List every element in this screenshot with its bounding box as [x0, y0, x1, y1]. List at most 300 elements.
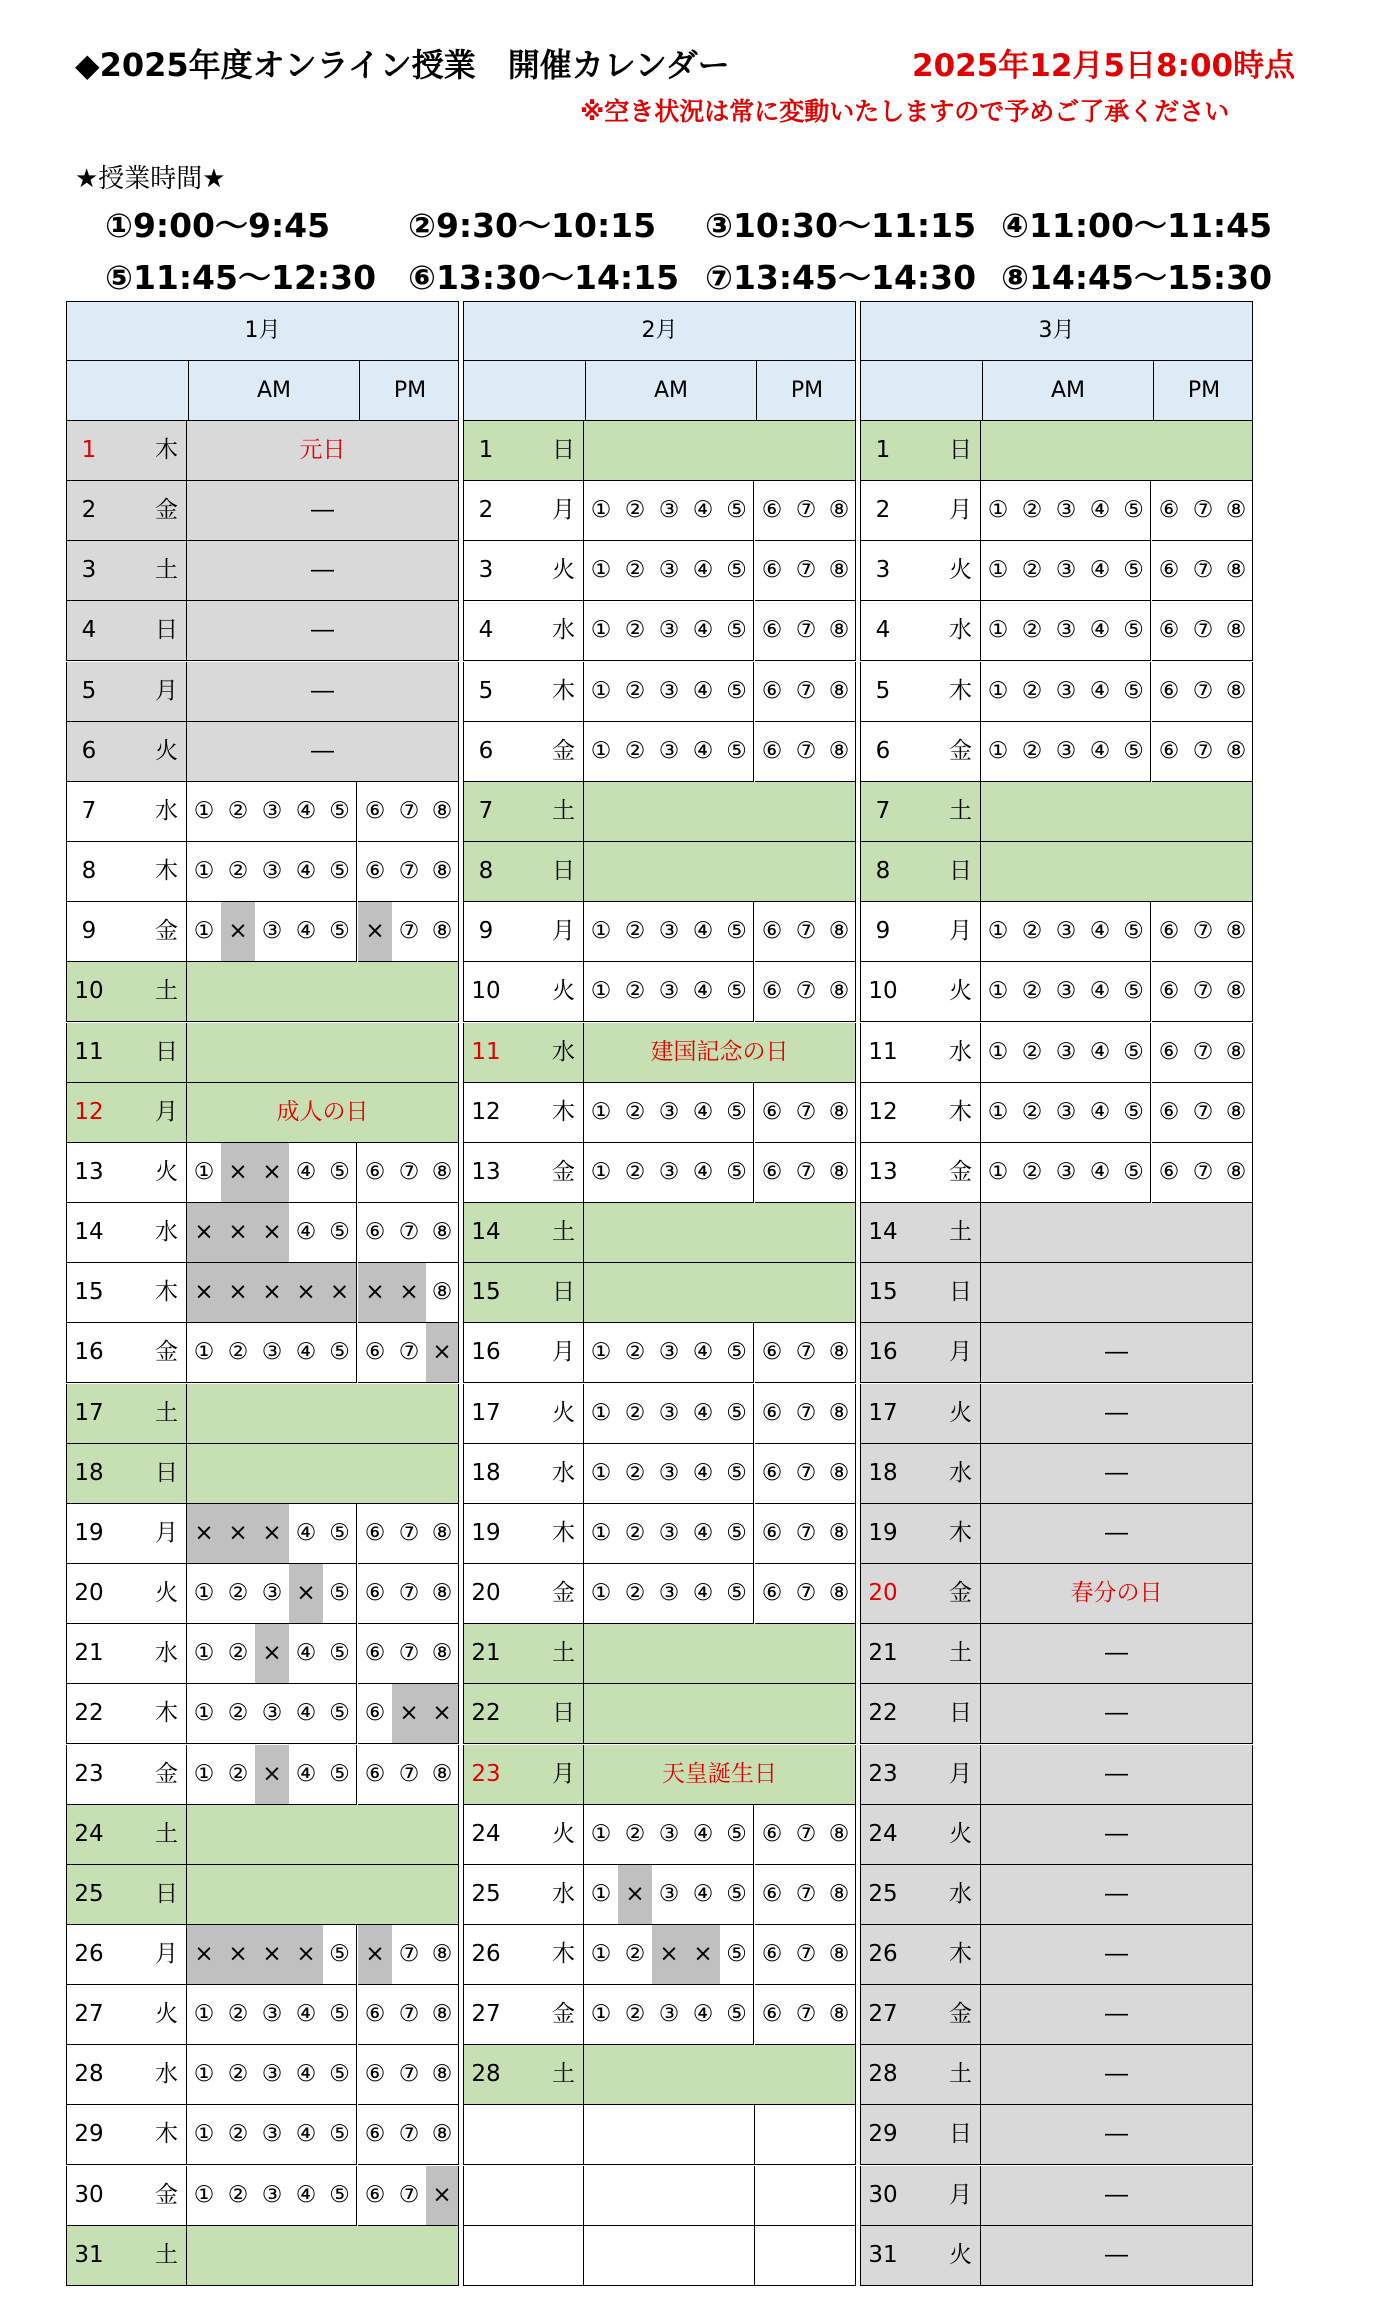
slot-available: ④: [289, 902, 323, 962]
day-of-week: 日: [905, 2105, 981, 2165]
day-number: 22: [860, 1684, 905, 1744]
day-row: [463, 1564, 856, 1624]
slot-available: ①: [981, 962, 1015, 1022]
empty-pm: [755, 2226, 856, 2286]
slot-available: ⑦: [1186, 722, 1220, 782]
slot-available: ⑧: [426, 1203, 459, 1263]
as-of-timestamp: 2025年12月5日8:00時点: [912, 48, 1296, 84]
slot-available: ④: [289, 782, 323, 842]
slot-available: ⑤: [720, 1985, 754, 2045]
slot-full: ×: [255, 1745, 289, 1805]
slot-available: ⑤: [1117, 1023, 1151, 1083]
slot-available: ⑥: [755, 1865, 789, 1925]
day-number: 31: [66, 2226, 111, 2286]
slot-available: ⑦: [392, 1203, 426, 1263]
slot-available: ①: [981, 1143, 1015, 1203]
slot-available: ⑥: [1152, 722, 1186, 782]
day-row: [66, 782, 459, 842]
slot-available: ②: [1015, 1083, 1049, 1143]
day-of-week: 月: [111, 1083, 187, 1143]
day-number: 15: [463, 1263, 508, 1323]
day-span: [981, 782, 1253, 842]
slot-available: ③: [652, 1564, 686, 1624]
slot-available: ⑥: [1152, 601, 1186, 661]
slot-available: ②: [618, 1384, 652, 1444]
day-label: 天皇誕生日: [584, 1745, 856, 1805]
day-number: 10: [66, 962, 111, 1022]
day-span: [187, 1023, 459, 1083]
day-number: 26: [860, 1925, 905, 1985]
day-row: [66, 1444, 459, 1504]
day-of-week: [508, 2226, 584, 2286]
slot-available: ⑤: [323, 2105, 357, 2165]
day-of-week: 水: [111, 1624, 187, 1684]
slot-available: ④: [289, 2166, 323, 2226]
day-of-week: 木: [111, 1263, 187, 1323]
day-number: 17: [66, 1384, 111, 1444]
day-span: [981, 842, 1253, 902]
slot-available: ⑥: [755, 1444, 789, 1504]
day-row: [66, 1985, 459, 2045]
day-of-week: 月: [111, 662, 187, 722]
day-of-week: 日: [111, 1444, 187, 1504]
slot-available: ⑤: [323, 2166, 357, 2226]
slot-available: ④: [289, 1985, 323, 2045]
slot-available: ④: [1083, 722, 1117, 782]
day-of-week: 水: [508, 601, 584, 661]
day-row: [860, 1564, 1253, 1624]
day-row: [463, 481, 856, 541]
day-number: 17: [860, 1384, 905, 1444]
slot-available: ②: [618, 541, 652, 601]
day-row: [860, 481, 1253, 541]
slot-available: ②: [221, 2045, 255, 2105]
day-of-week: 土: [111, 2226, 187, 2286]
slot-available: ④: [686, 1444, 720, 1504]
slot-available: ①: [981, 541, 1015, 601]
slot-available: ②: [221, 842, 255, 902]
day-of-week: 火: [905, 541, 981, 601]
day-label: ―: [981, 1865, 1253, 1925]
slot-available: ⑦: [789, 662, 823, 722]
slot-available: ⑦: [789, 1444, 823, 1504]
slot-available: ⑥: [1152, 662, 1186, 722]
slot-available: ⑦: [392, 1745, 426, 1805]
slot-full: ×: [358, 1925, 392, 1985]
slot-available: ⑤: [1117, 902, 1151, 962]
day-number: 9: [860, 902, 905, 962]
slot-full: ×: [618, 1865, 652, 1925]
slot-available: ③: [652, 962, 686, 1022]
slot-available: ⑥: [358, 2045, 392, 2105]
day-of-week: 金: [905, 1143, 981, 1203]
slot-available: ②: [221, 782, 255, 842]
slot-full: ×: [426, 1684, 459, 1744]
slot-available: ②: [1015, 1143, 1049, 1203]
slot-available: ①: [584, 481, 618, 541]
slot-available: ③: [652, 481, 686, 541]
slot-available: ⑥: [358, 1203, 392, 1263]
slot-available: ②: [221, 2105, 255, 2165]
slot-available: ⑦: [789, 902, 823, 962]
day-row: [66, 2045, 459, 2105]
slot-available: ①: [187, 1985, 221, 2045]
day-number: 23: [463, 1745, 508, 1805]
day-number: 1: [860, 421, 905, 481]
empty-am: [584, 2226, 755, 2286]
slot-available: ⑦: [789, 1143, 823, 1203]
slot-available: ⑤: [323, 1985, 357, 2045]
day-row: [463, 1865, 856, 1925]
day-number: 20: [66, 1564, 111, 1624]
day-row: [66, 1023, 459, 1083]
slot-available: ⑦: [392, 2166, 426, 2226]
slot-available: ⑧: [426, 1504, 459, 1564]
slot-available: ①: [981, 481, 1015, 541]
day-span: [187, 1865, 459, 1925]
day-row: [66, 421, 459, 481]
slot-available: ⑥: [755, 662, 789, 722]
slot-available: ③: [255, 842, 289, 902]
day-row: [463, 1083, 856, 1143]
day-label: ―: [981, 1684, 1253, 1744]
slot-available: ①: [584, 1925, 618, 1985]
slot-available: ⑥: [1152, 1023, 1186, 1083]
slot-available: ⑥: [755, 1384, 789, 1444]
slot-available: ①: [981, 662, 1015, 722]
slot-available: ②: [618, 481, 652, 541]
day-row: [463, 722, 856, 782]
slot-available: ⑦: [1186, 481, 1220, 541]
class-time-7: ⑦13:45～14:30: [705, 258, 977, 297]
day-of-week: 水: [111, 782, 187, 842]
slot-available: ④: [289, 1323, 323, 1383]
slot-available: ③: [652, 662, 686, 722]
slot-available: ⑧: [426, 1263, 459, 1323]
day-of-week: 木: [111, 1684, 187, 1744]
slot-available: ①: [584, 1323, 618, 1383]
class-time-8: ⑧14:45～15:30: [1001, 258, 1273, 297]
slot-available: ①: [187, 2105, 221, 2165]
am-header: AM: [188, 361, 359, 420]
slot-available: ⑤: [720, 1323, 754, 1383]
slot-full: ×: [221, 902, 255, 962]
day-row: [463, 1203, 856, 1263]
calendar-table: [66, 301, 1253, 2297]
day-number: 13: [463, 1143, 508, 1203]
slot-available: ③: [652, 1504, 686, 1564]
day-of-week: 土: [905, 1624, 981, 1684]
slot-available: ⑤: [323, 1203, 357, 1263]
class-time-1: ①9:00～9:45: [105, 206, 331, 245]
slot-available: ⑦: [1186, 601, 1220, 661]
availability-note: ※空き状況は常に変動いたしますので予めご了承ください: [580, 97, 1230, 126]
day-row: [860, 1083, 1253, 1143]
day-number: 6: [463, 722, 508, 782]
day-number: 10: [463, 962, 508, 1022]
day-row: [66, 1624, 459, 1684]
day-of-week: 土: [111, 962, 187, 1022]
pm-header: PM: [359, 361, 460, 420]
slot-available: ④: [289, 842, 323, 902]
day-row: [860, 842, 1253, 902]
slot-available: ⑤: [720, 541, 754, 601]
day-of-week: [508, 2166, 584, 2226]
day-of-week: 土: [508, 782, 584, 842]
day-number: 8: [463, 842, 508, 902]
slot-available: ⑧: [823, 1323, 856, 1383]
day-row: [860, 1263, 1253, 1323]
day-number: 4: [66, 601, 111, 661]
day-of-week: 金: [111, 902, 187, 962]
slot-available: ③: [1049, 962, 1083, 1022]
slot-available: ⑧: [823, 1925, 856, 1985]
slot-available: ④: [289, 1684, 323, 1744]
slot-available: ⑦: [789, 1323, 823, 1383]
slot-full: ×: [392, 1684, 426, 1744]
day-number: 5: [860, 662, 905, 722]
day-row: [66, 1143, 459, 1203]
slot-full: ×: [187, 1925, 221, 1985]
day-number: 4: [860, 601, 905, 661]
slot-available: ②: [618, 902, 652, 962]
day-of-week: 火: [905, 962, 981, 1022]
day-row: [463, 1143, 856, 1203]
slot-available: ④: [686, 1384, 720, 1444]
day-number: 18: [463, 1444, 508, 1504]
day-number: 21: [860, 1624, 905, 1684]
day-span: [584, 1624, 856, 1684]
slot-available: ②: [1015, 662, 1049, 722]
day-of-week: 木: [905, 1925, 981, 1985]
slot-available: ⑥: [358, 1143, 392, 1203]
slot-available: ⑥: [358, 1624, 392, 1684]
day-row: [463, 601, 856, 661]
day-number: 27: [463, 1985, 508, 2045]
day-span: [981, 1263, 1253, 1323]
slot-available: ③: [255, 902, 289, 962]
slot-available: ④: [1083, 662, 1117, 722]
slot-available: ⑦: [1186, 1023, 1220, 1083]
day-number: [463, 2105, 508, 2165]
day-row: [463, 1023, 856, 1083]
slot-full: ×: [358, 902, 392, 962]
slot-available: ⑧: [1220, 1023, 1253, 1083]
slot-full: ×: [392, 1263, 426, 1323]
day-of-week: 木: [508, 662, 584, 722]
day-number: 13: [66, 1143, 111, 1203]
slot-available: ③: [1049, 481, 1083, 541]
day-number: 22: [463, 1684, 508, 1744]
day-label: ―: [981, 1745, 1253, 1805]
day-label: ―: [187, 481, 459, 541]
slot-available: ⑧: [1220, 601, 1253, 661]
day-row: [860, 962, 1253, 1022]
slot-available: ⑧: [426, 1745, 459, 1805]
day-of-week: 木: [905, 1504, 981, 1564]
slot-available: ⑧: [823, 1444, 856, 1504]
slot-available: ⑧: [823, 722, 856, 782]
slot-available: ⑧: [823, 1083, 856, 1143]
slot-available: ④: [289, 1624, 323, 1684]
slot-available: ⑤: [1117, 481, 1151, 541]
slot-full: ×: [255, 1203, 289, 1263]
slot-available: ⑥: [1152, 962, 1186, 1022]
slot-available: ⑤: [720, 1083, 754, 1143]
slot-available: ③: [1049, 1023, 1083, 1083]
slot-full: ×: [289, 1263, 323, 1323]
slot-available: ①: [187, 2045, 221, 2105]
day-label: ―: [981, 1925, 1253, 1985]
day-of-week: 火: [508, 1805, 584, 1865]
am-pm-header: [463, 361, 856, 421]
slot-available: ⑦: [392, 842, 426, 902]
slot-available: ⑤: [720, 902, 754, 962]
slot-available: ⑥: [358, 1564, 392, 1624]
slot-available: ⑥: [358, 1323, 392, 1383]
day-number: 11: [66, 1023, 111, 1083]
day-row: [66, 481, 459, 541]
day-row: [463, 2045, 856, 2105]
day-row: [860, 541, 1253, 601]
day-of-week: 月: [508, 481, 584, 541]
slot-available: ⑤: [323, 1564, 357, 1624]
slot-available: ③: [652, 1444, 686, 1504]
slot-available: ④: [686, 1985, 720, 2045]
slot-available: ③: [1049, 1083, 1083, 1143]
day-of-week: 月: [508, 902, 584, 962]
slot-available: ①: [584, 902, 618, 962]
slot-available: ⑧: [823, 1564, 856, 1624]
day-number: 17: [463, 1384, 508, 1444]
slot-available: ④: [1083, 902, 1117, 962]
slot-available: ⑥: [755, 1805, 789, 1865]
day-of-week: 日: [905, 1263, 981, 1323]
day-number: 8: [66, 842, 111, 902]
slot-available: ⑦: [392, 1143, 426, 1203]
day-row: [66, 1263, 459, 1323]
day-of-week: 水: [905, 1865, 981, 1925]
day-row: [66, 662, 459, 722]
slot-available: ⑥: [755, 722, 789, 782]
slot-available: ⑤: [1117, 1083, 1151, 1143]
slot-available: ②: [618, 962, 652, 1022]
slot-available: ④: [289, 1143, 323, 1203]
slot-available: ③: [1049, 601, 1083, 661]
slot-available: ③: [1049, 1143, 1083, 1203]
slot-available: ⑦: [392, 1925, 426, 1985]
slot-available: ①: [187, 1143, 221, 1203]
slot-available: ④: [686, 1143, 720, 1203]
slot-available: ⑤: [1117, 662, 1151, 722]
slot-available: ⑦: [789, 1504, 823, 1564]
day-number: 6: [66, 722, 111, 782]
day-of-week: 水: [905, 601, 981, 661]
slot-available: ⑤: [1117, 722, 1151, 782]
slot-available: ⑥: [755, 902, 789, 962]
slot-available: ⑧: [426, 1925, 459, 1985]
empty-pm: [755, 2166, 856, 2226]
slot-available: ①: [584, 1143, 618, 1203]
slot-available: ⑥: [358, 2166, 392, 2226]
day-of-week: 金: [508, 1143, 584, 1203]
slot-available: ⑤: [323, 842, 357, 902]
slot-available: ⑥: [755, 481, 789, 541]
day-label: 建国記念の日: [584, 1023, 856, 1083]
slot-available: ①: [584, 1564, 618, 1624]
day-of-week: 日: [508, 842, 584, 902]
slot-available: ④: [289, 2045, 323, 2105]
slot-available: ⑥: [755, 1323, 789, 1383]
slot-full: ×: [187, 1263, 221, 1323]
slot-available: ②: [618, 1083, 652, 1143]
day-of-week: 日: [111, 1023, 187, 1083]
slot-available: ⑥: [755, 1083, 789, 1143]
day-row: [66, 1865, 459, 1925]
day-number: 27: [860, 1985, 905, 2045]
day-number: 22: [66, 1684, 111, 1744]
slot-available: ③: [255, 1564, 289, 1624]
day-row: [860, 1925, 1253, 1985]
day-of-week: 火: [111, 1143, 187, 1203]
slot-available: ⑧: [823, 1805, 856, 1865]
month-header: 1月: [66, 301, 459, 361]
day-of-week: 土: [905, 782, 981, 842]
day-of-week: 火: [111, 1564, 187, 1624]
day-label: ―: [981, 1985, 1253, 2045]
day-row: [860, 902, 1253, 962]
day-of-week: 月: [905, 902, 981, 962]
day-number: 3: [66, 541, 111, 601]
day-of-week: 火: [508, 962, 584, 1022]
slot-available: ⑧: [426, 1564, 459, 1624]
day-number: 31: [860, 2226, 905, 2286]
slot-full: ×: [221, 1143, 255, 1203]
slot-full: ×: [652, 1925, 686, 1985]
slot-available: ⑤: [323, 1925, 357, 1985]
slot-available: ③: [652, 1083, 686, 1143]
day-of-week: 日: [905, 842, 981, 902]
slot-available: ①: [187, 1323, 221, 1383]
day-row: [860, 722, 1253, 782]
slot-full: ×: [426, 2166, 459, 2226]
day-number: 15: [860, 1263, 905, 1323]
day-row: [463, 1805, 856, 1865]
slot-available: ⑥: [358, 2105, 392, 2165]
day-number: 26: [463, 1925, 508, 1985]
slot-available: ④: [1083, 1083, 1117, 1143]
slot-available: ⑤: [720, 601, 754, 661]
day-number: 7: [463, 782, 508, 842]
slot-available: ⑧: [1220, 722, 1253, 782]
day-of-week: 金: [111, 481, 187, 541]
slot-full: ×: [255, 1263, 289, 1323]
slot-available: ⑥: [1152, 1083, 1186, 1143]
slot-available: ②: [221, 1624, 255, 1684]
day-of-week: 土: [111, 541, 187, 601]
day-of-week: 火: [905, 2226, 981, 2286]
slot-available: ⑧: [823, 601, 856, 661]
day-number: 8: [860, 842, 905, 902]
slot-available: ①: [981, 902, 1015, 962]
slot-available: ⑤: [1117, 962, 1151, 1022]
slot-available: ⑤: [323, 782, 357, 842]
slot-available: ⑤: [720, 962, 754, 1022]
slot-available: ⑧: [823, 541, 856, 601]
slot-available: ②: [1015, 902, 1049, 962]
slot-available: ⑦: [789, 601, 823, 661]
slot-available: ①: [584, 662, 618, 722]
